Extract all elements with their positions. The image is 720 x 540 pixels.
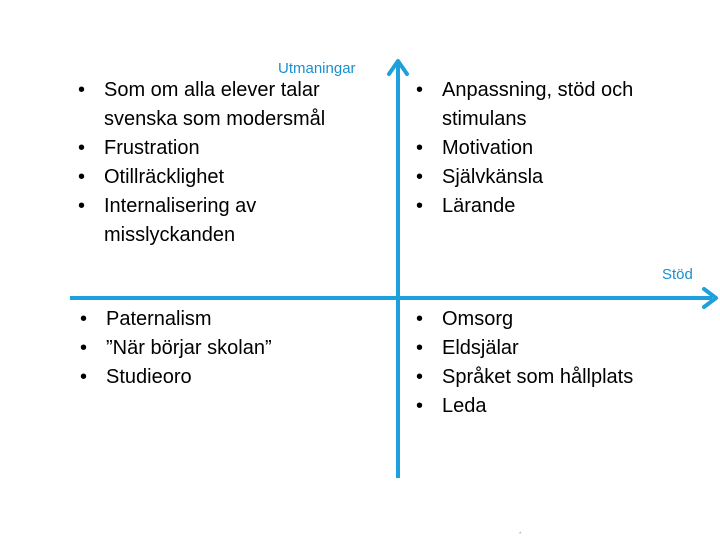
list-item: • Språket som hållplats xyxy=(414,363,714,392)
list-item: • Lärande xyxy=(414,192,714,221)
list-item: • Motivation xyxy=(414,134,714,163)
quadrant-top-right xyxy=(414,76,714,221)
list-item: • Omsorg xyxy=(414,305,714,334)
list-item: • Eldsjälar xyxy=(414,334,714,363)
footer-mark: * xyxy=(519,532,522,538)
quadrant-bottom-left xyxy=(78,305,368,392)
quadrant-top-left xyxy=(76,76,366,250)
list-item: • Självkänsla xyxy=(414,163,714,192)
y-axis-label: Utmaningar xyxy=(278,60,356,77)
list-item: • Frustration xyxy=(76,134,366,163)
list-item: • ”När börjar skolan” xyxy=(78,334,368,363)
list-item: • Anpassning, stöd och stimulans xyxy=(414,76,714,134)
list-item: • Paternalism xyxy=(78,305,368,334)
list-item: • Studieoro xyxy=(78,363,368,392)
list-item: • Leda xyxy=(414,392,714,421)
list-item: • Otillräcklighet xyxy=(76,163,366,192)
x-axis-label: Stöd xyxy=(662,266,693,283)
list-item: • Internalisering av misslyckanden xyxy=(76,192,366,250)
quadrant-bottom-right xyxy=(414,305,714,421)
list-item: • Som om alla elever talar svenska som modersmål xyxy=(76,76,366,134)
